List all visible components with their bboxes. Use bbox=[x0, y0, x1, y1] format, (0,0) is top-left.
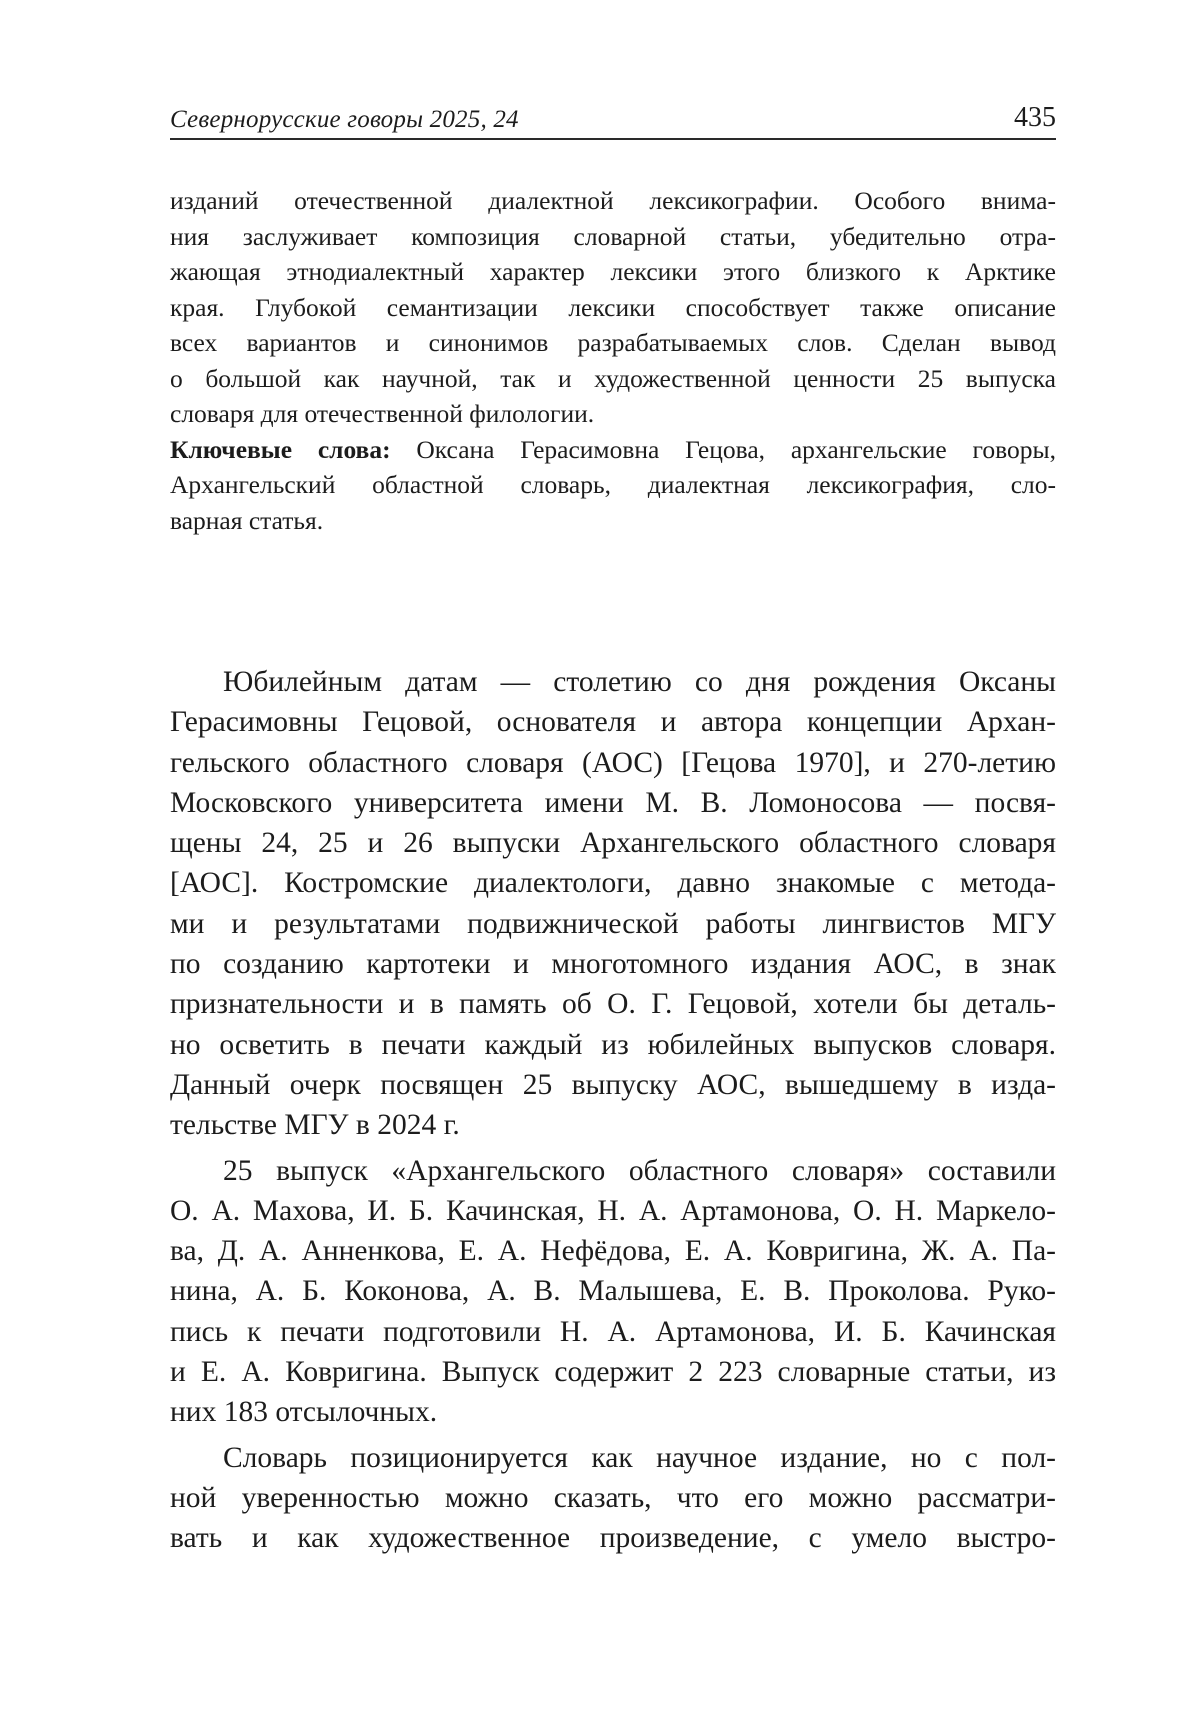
abstract bbox=[170, 183, 1056, 538]
body-line: Московского университета имени М. В. Ломоносова — посвя- bbox=[170, 786, 1056, 819]
body-line: ми и результатами подвижнической работы лингвистов МГУ bbox=[170, 907, 1056, 940]
running-head bbox=[170, 100, 1056, 140]
body-line: но осветить в печати каждый из юбилейных выпусков словаря. bbox=[170, 1028, 1056, 1061]
body-line: них 183 отсылочных. bbox=[170, 1396, 438, 1429]
body-line: по созданию картотеки и многотомного издания АОС, в знак bbox=[170, 948, 1056, 981]
body-line: Юбилейным датам — столетию со дня рождения Оксаны bbox=[223, 666, 1056, 698]
paragraph bbox=[170, 662, 1056, 1146]
body-line: пись к печати подготовили Н. А. Артамонова, И. Б. Качинская bbox=[170, 1315, 1056, 1348]
body-line: и Е. А. Ковригина. Выпуск содержит 2 223 словарные статьи, из bbox=[170, 1356, 1056, 1389]
abstract-line: словаря для отечественной филологии. bbox=[170, 399, 595, 428]
abstract-line: изданий отечественной диалектной лексикографии. Особого внима- bbox=[170, 186, 1056, 215]
body-line: ва, Д. А. Анненкова, Е. А. Нефёдова, Е. А. Ковригина, Ж. А. Па- bbox=[170, 1235, 1056, 1268]
abstract-line: всех вариантов и синонимов разрабатываемых слов. Сделан вывод bbox=[170, 328, 1056, 357]
journal-title: Севернорусские говоры 2025, 24 bbox=[170, 106, 519, 133]
paragraph bbox=[170, 1438, 1056, 1559]
body-line: О. А. Махова, И. Б. Качинская, Н. А. Артамонова, О. Н. Маркело- bbox=[170, 1194, 1056, 1227]
body-line: 25 выпуск «Архангельского областного словаря» составили bbox=[223, 1154, 1056, 1187]
body-line: Словарь позиционируется как научное издание, но с пол- bbox=[223, 1441, 1056, 1474]
page-number: 435 bbox=[1014, 102, 1056, 133]
body-line: [АОС]. Костромские диалектологи, давно знакомые с метода- bbox=[170, 867, 1056, 900]
abstract-line: ния заслуживает композиция словарной статьи, убедительно отра- bbox=[170, 221, 1056, 251]
abstract-line: о большой как научной, так и художественной ценности 25 выпуска bbox=[170, 363, 1056, 393]
body-line: Данный очерк посвящен 25 выпуску АОС, вышедшему в изда- bbox=[170, 1068, 1056, 1101]
keywords-label: Ключевые слова: bbox=[170, 434, 391, 464]
keywords-line bbox=[170, 432, 1056, 468]
body-line: Герасимовны Гецовой, основателя и автора концепции Архан- bbox=[170, 706, 1056, 739]
body-line: признательности и в память об О. Г. Гецовой, хотели бы деталь- bbox=[170, 988, 1056, 1021]
article-body bbox=[170, 662, 1056, 1559]
keywords-line: Архангельский областной словарь, диалектная лексикография, сло- bbox=[170, 470, 1056, 499]
body-line: тельстве МГУ в 2024 г. bbox=[170, 1109, 460, 1142]
body-line: нина, А. Б. Коконова, А. В. Малышева, Е. В. Проколова. Руко- bbox=[170, 1275, 1056, 1308]
keywords-line: варная статья. bbox=[170, 505, 324, 535]
paragraph bbox=[170, 1151, 1056, 1433]
body-line: вать и как художественное произведение, с умело выстро- bbox=[170, 1522, 1056, 1555]
abstract-line: жающая этнодиалектный характер лексики этого близкого к Арктике bbox=[170, 257, 1056, 286]
body-line: щены 24, 25 и 26 выпуски Архангельского областного словаря bbox=[170, 827, 1056, 860]
body-line: ной уверенностью можно сказать, что его можно рассматри- bbox=[170, 1481, 1056, 1514]
abstract-line: края. Глубокой семантизации лексики способствует также описание bbox=[170, 292, 1056, 322]
body-line: гельского областного словаря (АОС) [Гецова 1970], и 270-летию bbox=[170, 746, 1056, 779]
keywords-text: Оксана Герасимовна Гецова, архангельские говоры, bbox=[416, 434, 1057, 464]
